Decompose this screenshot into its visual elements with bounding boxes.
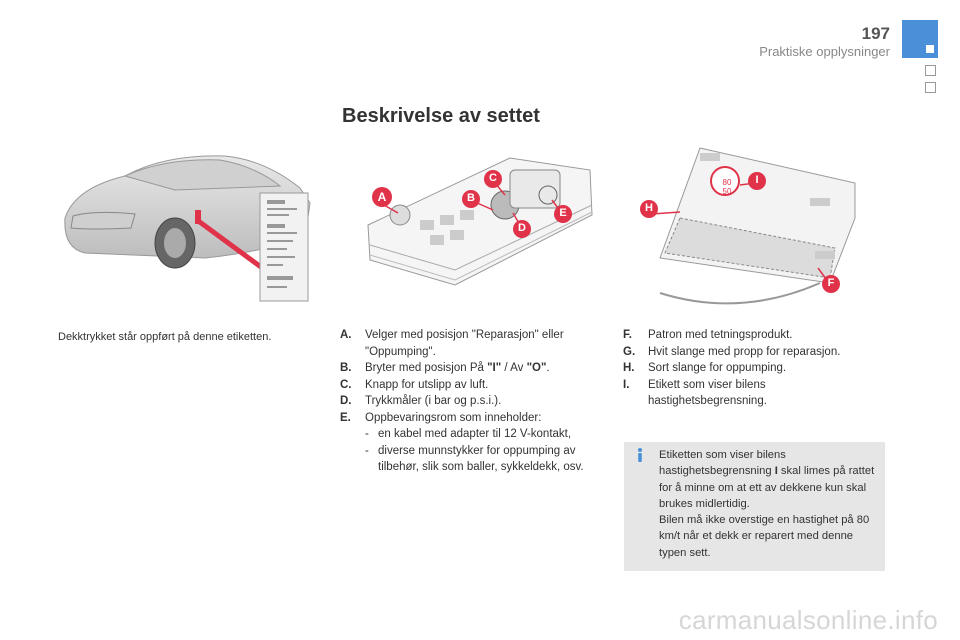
list-item: A. Velger med posisjon "Reparasjon" eller "Oppumping". <box>340 329 564 358</box>
label-c: C <box>484 170 502 193</box>
list-item: F. Patron med tetningsprodukt. <box>623 329 793 341</box>
info-text <box>659 447 879 561</box>
components-list-right <box>623 327 863 410</box>
sub-list-item: - diverse munnstykker for oppumping av tilbehør, slik som baller, sykkeldekk, osv. <box>365 444 584 473</box>
label-i: I <box>748 172 766 195</box>
list-item: G. Hvit slange med propp for reparasjon. <box>623 345 841 358</box>
list-item: E. Oppbevaringsrom som inneholder: <box>340 411 542 424</box>
section-title: Praktiske opplysninger <box>759 44 890 59</box>
label-e: E <box>554 205 572 228</box>
list-item: C. Knapp for utslipp av luft. <box>340 378 489 391</box>
watermark: carmanualsonline.info <box>678 605 938 635</box>
label-caption: Dekktrykket står oppført på denne etiketten. <box>58 331 272 343</box>
label-b: B <box>462 190 480 213</box>
list-item: H. Sort slange for oppumping. <box>623 362 787 374</box>
sticker-top: 80 <box>722 178 732 187</box>
sticker-bottom: 50 <box>722 187 732 196</box>
page-heading: Beskrivelse av settet <box>342 105 540 127</box>
sub-list-item: - en kabel med adapter til 12 V-kontakt, <box>365 428 572 440</box>
list-item: D. Trykkmåler (i bar og p.s.i.). <box>340 395 502 407</box>
page-number: 197 <box>861 24 890 43</box>
label-f: F <box>822 275 840 298</box>
info-paragraph-1: Etiketten som viser bilens hastighetsbegrensning I skal limes på rattet for å minne om at ett av dekkene kun skal brukes midlertidig. <box>659 449 875 510</box>
info-paragraph-2: Bilen må ikke overstige en hastighet på 80 km/t når et dekk er reparert med denne typen sett. <box>659 514 870 559</box>
label-h: H <box>640 200 658 223</box>
list-item: I. Etikett som viser bilens hastighetsbegrensning. <box>623 378 767 407</box>
components-list-left <box>340 327 595 476</box>
label-a: A <box>372 187 392 212</box>
info-icon <box>632 447 648 463</box>
list-item: B. Bryter med posisjon På "I" / Av "O". <box>340 362 550 374</box>
label-d: D <box>513 220 531 243</box>
